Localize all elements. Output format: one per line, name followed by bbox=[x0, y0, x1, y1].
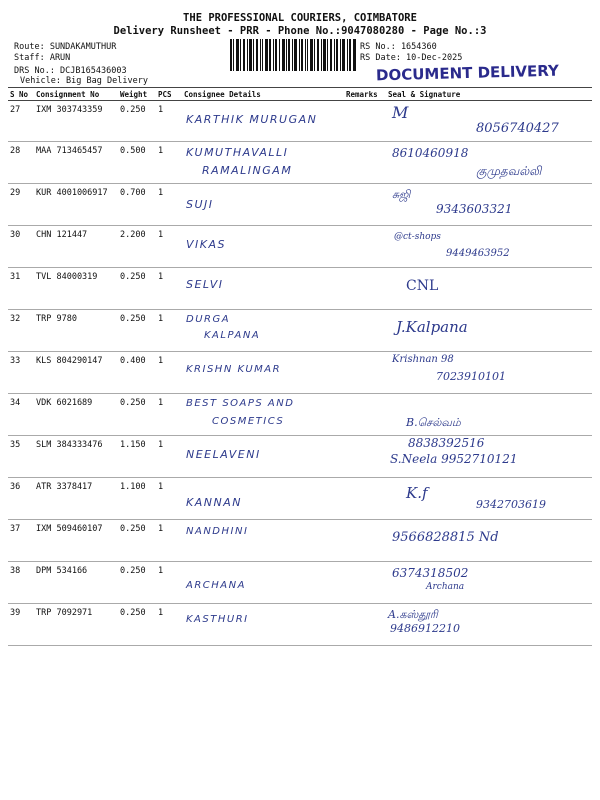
pcs: 1 bbox=[156, 101, 182, 142]
signature-line: B.செல்வம் bbox=[406, 416, 461, 429]
sno: 34 bbox=[8, 394, 34, 436]
consignment-no: CHN 121447 bbox=[34, 226, 118, 268]
remarks bbox=[344, 268, 386, 310]
weight: 0.250 bbox=[118, 268, 156, 310]
sno: 32 bbox=[8, 310, 34, 352]
consignment-no: ATR 3378417 bbox=[34, 478, 118, 520]
pcs: 1 bbox=[156, 226, 182, 268]
signature-line: Krishnan 98 bbox=[392, 354, 454, 365]
weight: 1.100 bbox=[118, 478, 156, 520]
weight: 0.500 bbox=[118, 142, 156, 184]
table-row bbox=[8, 562, 592, 604]
table-row bbox=[8, 268, 592, 310]
weight: 2.200 bbox=[118, 226, 156, 268]
col-consignment: Consignment No bbox=[34, 88, 118, 101]
consignee-line: COSMETICS bbox=[212, 416, 285, 427]
signature-line: 9343603321 bbox=[436, 202, 513, 216]
weight: 0.250 bbox=[118, 394, 156, 436]
consignment-no: VDK 6021689 bbox=[34, 394, 118, 436]
route-label: Route: SUNDAKAMUTHUR bbox=[14, 42, 117, 52]
consignment-no: TVL 84000319 bbox=[34, 268, 118, 310]
signature-line: 7023910101 bbox=[436, 370, 506, 383]
consignee-line: KALPANA bbox=[204, 330, 261, 341]
col-remarks: Remarks bbox=[344, 88, 386, 101]
signature-line: J.Kalpana bbox=[396, 318, 468, 336]
consignee-line: KARTHIK MURUGAN bbox=[186, 113, 318, 126]
consignee-details bbox=[182, 436, 344, 478]
col-sno: S No bbox=[8, 88, 34, 101]
col-weight: Weight bbox=[118, 88, 156, 101]
pcs: 1 bbox=[156, 520, 182, 562]
weight: 0.250 bbox=[118, 604, 156, 646]
rs-date: RS Date: 10-Dec-2025 bbox=[360, 53, 463, 63]
page-title: THE PROFESSIONAL COURIERS, COIMBATORE bbox=[183, 12, 417, 24]
rs-number: RS No.: 1654360 bbox=[360, 42, 437, 52]
table-row bbox=[8, 142, 592, 184]
consignee-details bbox=[182, 352, 344, 394]
consignee-details bbox=[182, 184, 344, 226]
seal-signature bbox=[386, 604, 592, 646]
remarks bbox=[344, 604, 386, 646]
sno: 35 bbox=[8, 436, 34, 478]
seal-signature bbox=[386, 436, 592, 478]
sno: 37 bbox=[8, 520, 34, 562]
consignee-line: VIKAS bbox=[186, 238, 226, 251]
seal-signature bbox=[386, 394, 592, 436]
consignee-line: DURGA bbox=[186, 314, 231, 325]
vehicle-label: Vehicle: Big Bag Delivery bbox=[20, 76, 148, 86]
col-consignee: Consignee Details bbox=[182, 88, 344, 101]
consignment-no: MAA 713465457 bbox=[34, 142, 118, 184]
seal-signature bbox=[386, 226, 592, 268]
sno: 39 bbox=[8, 604, 34, 646]
pcs: 1 bbox=[156, 352, 182, 394]
consignment-no: TRP 7092971 bbox=[34, 604, 118, 646]
seal-signature bbox=[386, 268, 592, 310]
remarks bbox=[344, 101, 386, 142]
pcs: 1 bbox=[156, 436, 182, 478]
consignee-line: KRISHN KUMAR bbox=[186, 364, 282, 375]
consignee-details bbox=[182, 562, 344, 604]
consignee-line: SUJI bbox=[186, 198, 214, 211]
consignee-details bbox=[182, 226, 344, 268]
weight: 0.250 bbox=[118, 562, 156, 604]
signature-line: 8610460918 bbox=[392, 146, 469, 160]
consignee-line: BEST SOAPS AND bbox=[186, 398, 295, 409]
table-header-row bbox=[8, 88, 592, 101]
signature-line: 8056740427 bbox=[476, 121, 559, 136]
remarks bbox=[344, 352, 386, 394]
signature-line: M bbox=[392, 103, 409, 122]
remarks bbox=[344, 520, 386, 562]
seal-signature bbox=[386, 310, 592, 352]
pcs: 1 bbox=[156, 562, 182, 604]
consignee-line: RAMALINGAM bbox=[202, 164, 293, 177]
consignee-line: NANDHINI bbox=[186, 526, 249, 537]
weight: 1.150 bbox=[118, 436, 156, 478]
signature-line: 9449463952 bbox=[446, 248, 510, 259]
signature-line: K.f bbox=[406, 484, 428, 502]
runsheet-table bbox=[8, 87, 592, 646]
signature-line: குமுதவல்லி bbox=[476, 164, 542, 178]
consignment-no: IXM 303743359 bbox=[34, 101, 118, 142]
consignee-details bbox=[182, 268, 344, 310]
consignee-line: KANNAN bbox=[186, 496, 242, 509]
consignee-details bbox=[182, 310, 344, 352]
weight: 0.400 bbox=[118, 352, 156, 394]
col-seal-signature: Seal & Signature bbox=[386, 88, 592, 101]
table-row bbox=[8, 101, 592, 142]
staff-label: Staff: ARUN bbox=[14, 53, 71, 63]
signature-line: Archana bbox=[426, 582, 465, 592]
consignment-no: DPM 534166 bbox=[34, 562, 118, 604]
consignment-no: IXM 509460107 bbox=[34, 520, 118, 562]
seal-signature bbox=[386, 142, 592, 184]
consignee-details bbox=[182, 394, 344, 436]
signature-line: 9486912210 bbox=[390, 622, 460, 635]
consignee-details bbox=[182, 520, 344, 562]
barcode bbox=[230, 39, 356, 71]
signature-line: 6374318502 bbox=[392, 566, 469, 580]
seal-signature bbox=[386, 562, 592, 604]
sno: 31 bbox=[8, 268, 34, 310]
page-subtitle: Delivery Runsheet - PRR - Phone No.:9047080280 - Page No.:3 bbox=[113, 25, 487, 37]
table-row bbox=[8, 352, 592, 394]
pcs: 1 bbox=[156, 310, 182, 352]
seal-signature bbox=[386, 352, 592, 394]
consignee-details bbox=[182, 142, 344, 184]
remarks bbox=[344, 310, 386, 352]
drs-number: DRS No.: DCJB165436003 bbox=[14, 66, 127, 76]
sno: 36 bbox=[8, 478, 34, 520]
remarks bbox=[344, 394, 386, 436]
table-row bbox=[8, 478, 592, 520]
consignee-line: KASTHURI bbox=[186, 614, 249, 625]
signature-line: A.கஸ்தூரி bbox=[388, 608, 438, 621]
weight: 0.250 bbox=[118, 310, 156, 352]
table-row bbox=[8, 184, 592, 226]
table-row bbox=[8, 394, 592, 436]
consignee-line: KUMUTHAVALLI bbox=[186, 146, 289, 159]
signature-line: சுஜி bbox=[392, 188, 411, 201]
remarks bbox=[344, 436, 386, 478]
remarks bbox=[344, 142, 386, 184]
weight: 0.250 bbox=[118, 520, 156, 562]
col-pcs: PCS bbox=[156, 88, 182, 101]
remarks bbox=[344, 226, 386, 268]
table-row bbox=[8, 310, 592, 352]
consignee-details bbox=[182, 101, 344, 142]
consignee-line: SELVI bbox=[186, 278, 224, 291]
signature-line: CNL bbox=[406, 278, 439, 294]
pcs: 1 bbox=[156, 184, 182, 226]
seal-signature bbox=[386, 101, 592, 142]
remarks bbox=[344, 478, 386, 520]
table-row bbox=[8, 226, 592, 268]
remarks bbox=[344, 562, 386, 604]
sno: 28 bbox=[8, 142, 34, 184]
consignment-no: SLM 384333476 bbox=[34, 436, 118, 478]
pcs: 1 bbox=[156, 268, 182, 310]
seal-signature bbox=[386, 184, 592, 226]
sno: 38 bbox=[8, 562, 34, 604]
consignee-line: ARCHANA bbox=[186, 580, 246, 591]
pcs: 1 bbox=[156, 142, 182, 184]
seal-signature bbox=[386, 520, 592, 562]
signature-line: 8838392516 bbox=[408, 436, 485, 450]
weight: 0.250 bbox=[118, 101, 156, 142]
sno: 27 bbox=[8, 101, 34, 142]
table-row bbox=[8, 436, 592, 478]
document-delivery-stamp: DOCUMENT DELIVERY bbox=[375, 61, 560, 85]
consignee-line: NEELAVENI bbox=[186, 448, 261, 461]
weight: 0.700 bbox=[118, 184, 156, 226]
pcs: 1 bbox=[156, 604, 182, 646]
table-row bbox=[8, 520, 592, 562]
signature-line: @ct-shops bbox=[394, 232, 441, 242]
sno: 33 bbox=[8, 352, 34, 394]
sno: 29 bbox=[8, 184, 34, 226]
consignee-details bbox=[182, 478, 344, 520]
consignment-no: KLS 804290147 bbox=[34, 352, 118, 394]
signature-line: 9566828815 Nd bbox=[392, 530, 499, 545]
signature-line: 9342703619 bbox=[476, 498, 546, 511]
seal-signature bbox=[386, 478, 592, 520]
consignee-details bbox=[182, 604, 344, 646]
remarks bbox=[344, 184, 386, 226]
pcs: 1 bbox=[156, 478, 182, 520]
consignment-no: KUR 4001006917 bbox=[34, 184, 118, 226]
signature-line: S.Neela 9952710121 bbox=[390, 452, 518, 466]
table-row bbox=[8, 604, 592, 646]
sno: 30 bbox=[8, 226, 34, 268]
consignment-no: TRP 9780 bbox=[34, 310, 118, 352]
pcs: 1 bbox=[156, 394, 182, 436]
